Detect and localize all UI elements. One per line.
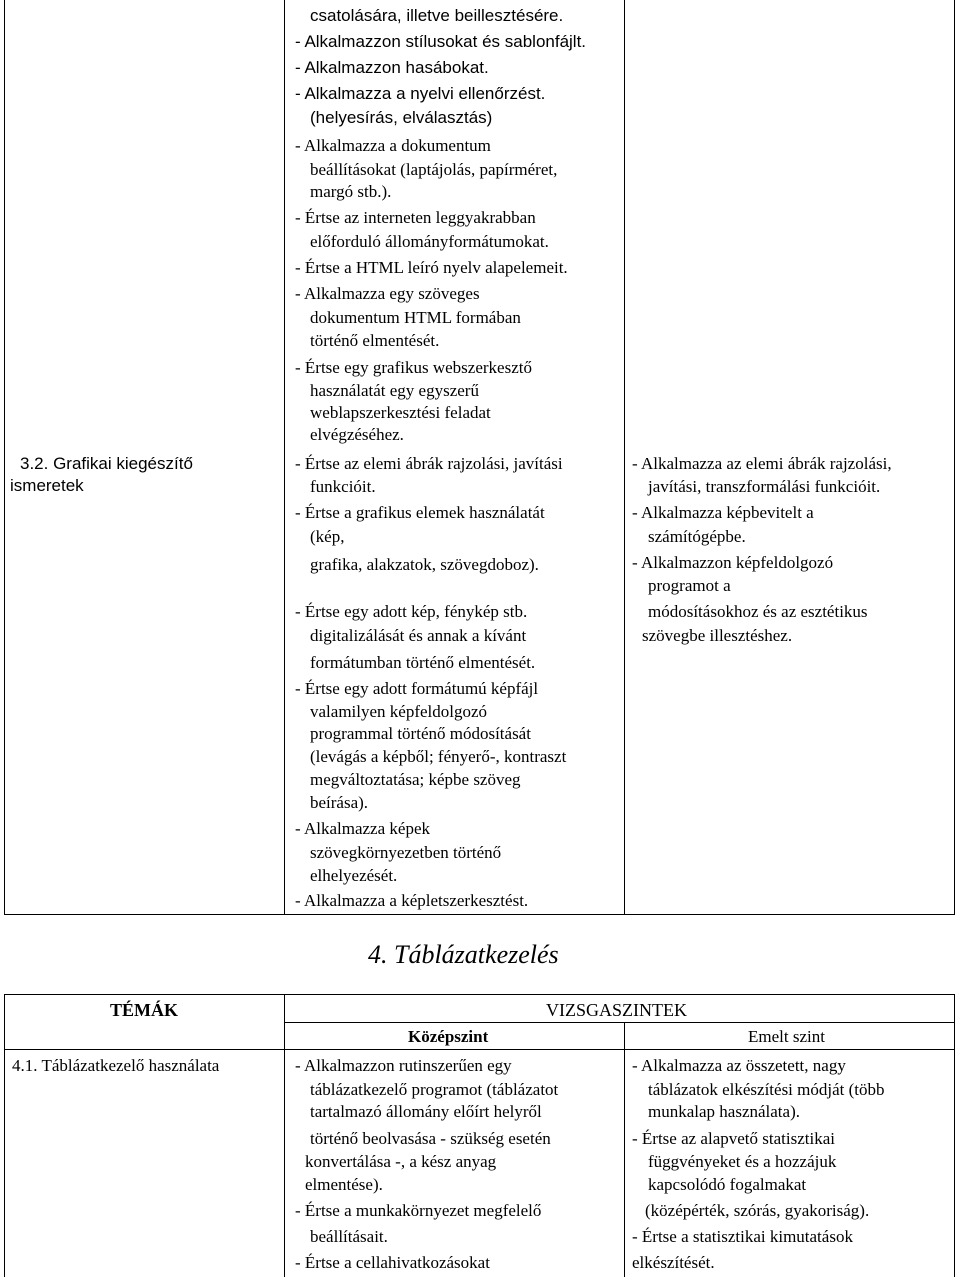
table1-mid-line: margó stb.). [310,182,392,201]
table1-mid-line: (helyesírás, elválasztás) [310,108,493,127]
table2-right-line: munkalap használata). [648,1102,800,1121]
table1-right-line: javítási, transzformálási funkcióit. [648,477,881,496]
table1-mid-line: használatát egy egyszerű [310,381,479,400]
table1-mid-line: - Alkalmazza a nyelvi ellenőrzést. [295,84,546,103]
table2-right-line: - Értse az alapvető statisztikai [632,1129,835,1148]
table2-header-bottom-border [4,1049,955,1050]
table1-mid-line: - Alkalmazza képek [295,819,430,838]
table1-mid-line: - Értse egy grafikus webszerkesztő [295,358,532,377]
table1-mid-line: digitalizálását és annak a kívánt [310,626,527,645]
table1-mid-line: elvégzéséhez. [310,425,404,444]
table1-right-line: szövegbe illesztéshez. [642,626,793,645]
table1-divider-1 [284,0,285,915]
table1-right-border [954,0,955,915]
table2-right-line: táblázatok elkészítési módját (több [648,1080,885,1099]
table2-mid-line: tartalmazó állomány előírt helyről [310,1102,542,1121]
table1-mid-line: - Értse egy adott formátumú képfájl [295,679,539,698]
table2-right-line: (középérték, szórás, gyakoriság). [645,1201,870,1220]
table1-mid-line: történő elmentését. [310,331,440,350]
table2-left-border [4,994,5,1277]
table1-divider-2 [624,0,625,915]
table2-header-mid: Középszint [408,1027,489,1046]
table1-mid-line: formátumban történő elmentését. [310,653,536,672]
table2-right-line: - Alkalmazza az összetett, nagy [632,1056,846,1075]
table1-mid-line: elhelyezését. [310,866,398,885]
table2-right-line: - Értse a statisztikai kimutatások [632,1227,853,1246]
table1-mid-line: valamilyen képfeldolgozó [310,702,488,721]
table1-mid-line: - Értse egy adott kép, fénykép stb. [295,602,528,621]
table1-mid-line: - Értse a HTML leíró nyelv alapelemeit. [295,258,568,277]
table1-right-line: - Alkalmazza képbevitelt a [632,503,814,522]
table1-mid-line: funkcióit. [310,477,376,496]
table1-mid-line: weblapszerkesztési feladat [310,403,491,422]
table2-mid-line: konvertálása -, a kész anyag [305,1152,497,1171]
table1-right-line: számítógépbe. [648,527,746,546]
table2-right-border [954,994,955,1277]
table1-mid-line: csatolására, illetve beillesztésére. [310,6,564,25]
table1-bottom-border [4,914,955,915]
table2-mid-line: - Értse a cellahivatkozásokat [295,1253,490,1272]
table1-mid-line: - Alkalmazza a képletszerkesztést. [295,891,529,910]
table2-divider-1 [284,994,285,1277]
table2-top-border [4,994,955,995]
table1-mid-line: (levágás a képből; fényerő-, kontraszt [310,747,567,766]
table2-right-line: elkészítését. [632,1253,715,1272]
table2-right-line: függvényeket és a hozzájuk [648,1152,837,1171]
table2-right-line: kapcsolódó fogalmakat [648,1175,807,1194]
table2-mid-line: elmentése). [305,1175,383,1194]
table1-topic-line: 3.2. Grafikai kiegészítő [20,454,193,473]
table1-right-line: - Alkalmazzon képfeldolgozó [632,553,834,572]
table1-topic-line: ismeretek [10,476,84,495]
table2-header-levels: VIZSGASZINTEK [546,1000,687,1020]
table1-mid-line: dokumentum HTML formában [310,308,521,327]
table1-left-border [4,0,5,915]
table1-mid-line: - Értse az elemi ábrák rajzolási, javítási [295,454,563,473]
table2-header-adv: Emelt szint [748,1027,825,1046]
table1-right-line: módosításokhoz és az esztétikus [648,602,868,621]
table1-mid-line: - Értse az interneten leggyakrabban [295,208,536,227]
table1-mid-line: előforduló állományformátumokat. [310,232,549,251]
table1-mid-line: beírása). [310,793,369,812]
section-heading: 4. Táblázatkezelés [368,940,559,969]
table2-topic: 4.1. Táblázatkezelő használata [12,1056,220,1075]
table1-mid-line: programmal történő módosítását [310,724,531,743]
table2-header-topics: TÉMÁK [110,1000,179,1020]
table1-mid-line: - Értse a grafikus elemek használatát [295,503,545,522]
table1-mid-line: - Alkalmazzon stílusokat és sablonfájlt. [295,32,587,51]
table2-divider-2 [624,1022,625,1277]
table2-mid-line: történő beolvasása - szükség esetén [310,1129,551,1148]
table1-mid-line: - Alkalmazza egy szöveges [295,284,480,303]
table2-mid-line: - Értse a munkakörnyezet megfelelő [295,1201,542,1220]
table1-mid-line: beállításokat (laptájolás, papírméret, [310,160,558,179]
table1-right-line: - Alkalmazza az elemi ábrák rajzolási, [632,454,892,473]
table2-mid-line: - Alkalmazzon rutinszerűen egy [295,1056,512,1075]
table1-mid-line: (kép, [310,527,345,546]
table1-mid-line: - Alkalmazza a dokumentum [295,136,491,155]
table1-mid-line: grafika, alakzatok, szövegdoboz). [310,555,539,574]
table2-mid-line: táblázatkezelő programot (táblázatot [310,1080,559,1099]
table1-mid-line: - Alkalmazzon hasábokat. [295,58,489,77]
table2-subheader-border [284,1022,955,1023]
table1-right-line: programot a [648,576,731,595]
table1-mid-line: megváltoztatása; képbe szöveg [310,770,521,789]
table2-mid-line: beállításait. [310,1227,388,1246]
table1-mid-line: szövegkörnyezetben történő [310,843,502,862]
